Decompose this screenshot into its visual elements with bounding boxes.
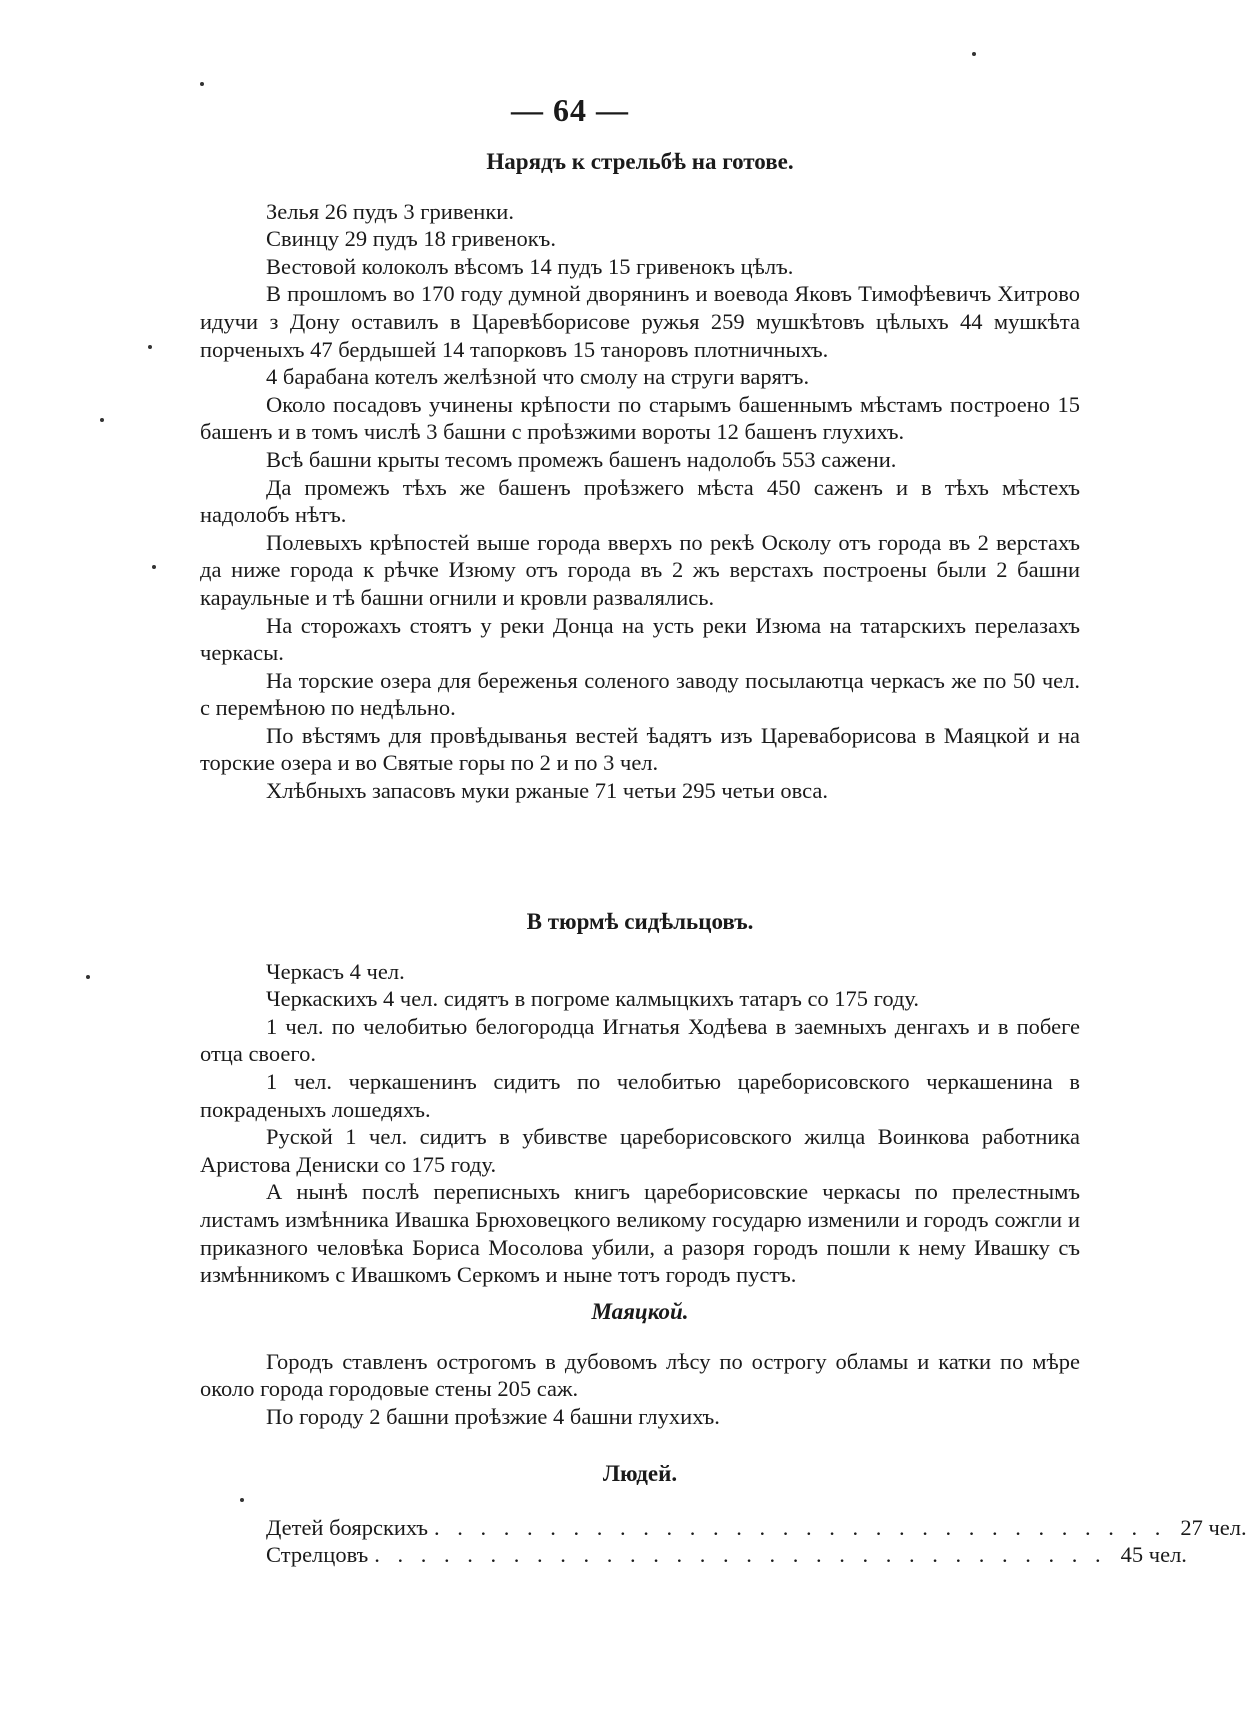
paragraph: На сторожахъ стоятъ у реки Донца на усть реки Изюма на татарскихъ перелазахъ черкасы. [200,612,1080,666]
scan-speck [200,82,204,86]
scan-speck [152,565,156,569]
leader-dots: . . . . . . . . . . . . . . . . . . . . . . . . . . . . . . . . [374,1542,1107,1568]
scan-speck [148,345,152,349]
paragraph: На торские озера для береженья соленого заводу посылаютца черкасъ же по 50 чел. с перемѣною по недѣльно. [200,667,1080,721]
paragraph: Около посадовъ учинены крѣпости по старымъ башеннымъ мѣстамъ построено 15 башенъ и в томъ числѣ 3 башни с проѣзжими вороты 12 башенъ глухихъ. [200,391,1080,445]
paragraph: Черкаскихъ 4 чел. сидятъ в погроме калмыцкихъ татаръ со 175 году. [266,986,920,1012]
paragraph: 1 чел. черкашенинъ сидитъ по челобитью цареборисовского черкашенина в покраденыхъ лошедяхъ. [200,1068,1080,1122]
people-row-value: 45 чел. [1120,1542,1187,1568]
scan-speck [100,418,104,422]
paragraph: Да промежъ тѣхъ же башенъ проѣзжего мѣста 450 саженъ и в тѣхъ мѣстехъ надолобъ нѣтъ. [200,474,1080,528]
text-line: Зелья 26 пудъ 3 гривенки. [266,198,514,224]
paragraph: Хлѣбныхъ запасовъ муки ржаные 71 четьи 295 четьи овса. [266,778,828,804]
scan-speck [86,975,90,979]
paragraph: Всѣ башни крыты тесомъ промежъ башенъ надолобъ 553 сажени. [266,446,897,472]
section-people [200,1460,1247,1569]
text-line: По городу 2 башни проѣзжие 4 башни глухихъ. [266,1403,720,1429]
paragraph: По вѣстямъ для провѣдыванья вестей ѣадятъ изъ Царевaборисова в Маяцкой и на торские озера и во Святые горы по 2 и по 3 чел. [200,722,1080,776]
paragraph: А нынѣ послѣ переписныхъ книгъ цареборисовские черкасы по прелестнымъ листамъ измѣнника Ивашка Брюховецкого великому государю изменили и городъ сожгли и приказного человѣка Бориса Мосолова убили, а разоря городъ пошли к нему Ивашку съ измѣнникомъ с Ивашкомъ Серкомъ и ныне тотъ городъ пустъ. [200,1179,1080,1288]
people-row-label: Детей боярскихъ [266,1514,428,1540]
section-heading-people: Людей. [602,1461,678,1486]
paragraph: В прошломъ во 170 году думной дворянинъ и воевода Яковъ Тимофѣевичъ Хитрово идучи з Дону оставилъ в Царевѣборисове ружья 259 мушкѣтовъ цѣлыхъ 44 мушкѣта порченыхъ 47 бердышей 14 тапорковъ 15 таноровъ плотничныхъ. [200,281,1080,362]
paragraph: Городъ ставленъ острогомъ в дубовомъ лѣсу по острогу обламы и катки по мѣре около города городовые стены 205 саж. [200,1348,1080,1402]
scan-speck [972,52,976,56]
people-row-label: Стрелцовъ [266,1542,369,1568]
paragraph: 4 барабана котелъ желѣзной что смолу на струги варятъ. [266,364,810,390]
text-line: Свинцу 29 пудъ 18 гривенокъ. [266,226,556,252]
people-row [200,1541,1187,1569]
page-number: — 64 — [511,92,629,128]
paragraph: Полевыхъ крѣпостей выше города вверхъ по рекѣ Осколу отъ города въ 2 верстахъ да ниже города к рѣчке Изюму отъ города въ 2 жъ верстахъ построены были 2 башни караульные и тѣ башни огнили и кровли развалялись. [200,529,1080,610]
section-prisoners [200,908,1080,1289]
section-heading-mayatskoy: Маяцкой. [591,1299,689,1324]
paragraph: 1 чел. по челобитью белогородца Игнатья Ходѣева в заемныхъ денгахъ и в побеге отца своего. [200,1013,1080,1067]
section-heading-prisoners: В тюрмѣ сидѣльцовъ. [526,909,754,934]
section-heading-armament: Нарядъ к стрельбѣ на готове. [486,149,794,174]
text-line: Черкасъ 4 чел. [266,958,405,984]
people-row [200,1514,1247,1542]
section-armament [200,148,1080,805]
people-row-value: 27 чел. [1180,1514,1247,1540]
paragraph: Руской 1 чел. сидитъ в убивстве цареборисовского жилца Воинкова работника Аристова Дениски со 175 году. [200,1124,1080,1177]
section-mayatskoy [200,1298,1080,1430]
scan-speck [240,1498,244,1502]
text-line: Вестовой колоколъ вѣсомъ 14 пудъ 15 гривенокъ цѣлъ. [266,253,794,279]
leader-dots: . . . . . . . . . . . . . . . . . . . . . . . . . . . . . . . . [433,1514,1167,1540]
